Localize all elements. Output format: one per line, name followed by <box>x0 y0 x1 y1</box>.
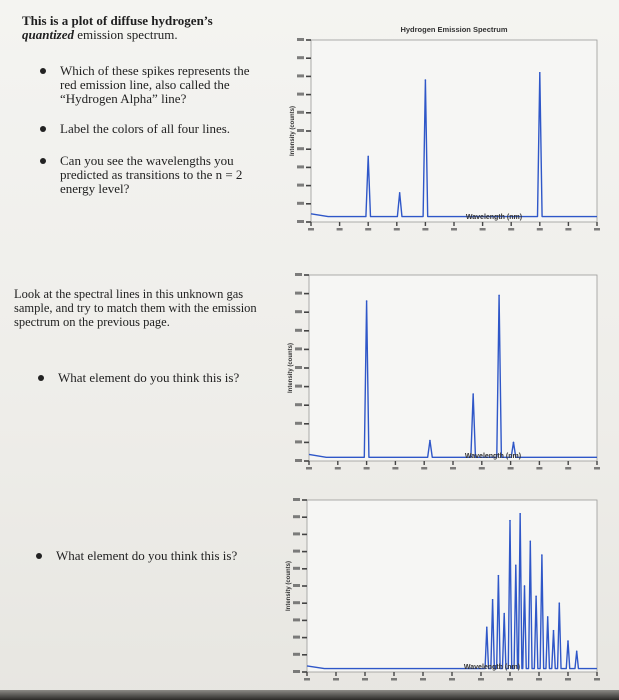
y-tick-label <box>297 93 304 96</box>
x-tick-label <box>480 228 486 231</box>
y-tick-label <box>293 550 300 553</box>
y-axis-label: Intensity (counts) <box>290 105 296 157</box>
x-tick-label <box>565 467 571 470</box>
spectrum-peak <box>535 596 537 598</box>
y-tick-label <box>295 385 302 388</box>
x-tick-label <box>536 467 542 470</box>
spectrum-peak <box>576 651 578 653</box>
y-tick-label <box>295 310 302 313</box>
y-tick-label <box>297 74 304 77</box>
spectrum-peak <box>509 520 511 522</box>
x-tick-label <box>536 678 542 681</box>
y-tick-label <box>297 111 304 114</box>
spectrum-peak <box>399 192 401 194</box>
x-tick-label <box>364 467 370 470</box>
x-tick-label <box>391 678 397 681</box>
spectrum-peak <box>530 540 532 542</box>
section3-question <box>28 549 288 577</box>
chart-title: Hydrogen Emission Spectrum <box>400 25 508 34</box>
x-axis-label: Wavelength (nm) <box>465 214 523 221</box>
y-tick-label <box>293 618 300 621</box>
x-tick-label <box>392 467 398 470</box>
x-tick-label <box>479 467 485 470</box>
x-axis-label: Wavelength (nm) <box>463 664 521 671</box>
spectrum-peak <box>519 513 521 515</box>
plot-area <box>307 500 597 672</box>
y-tick-label <box>295 459 302 462</box>
intro-line-2 <box>22 28 262 42</box>
x-axis-label: Wavelength (nm) <box>464 453 522 460</box>
y-tick-label <box>293 498 300 501</box>
intro-line-1: This is a plot of diffuse hydrogen’s <box>22 13 213 28</box>
x-tick-label <box>507 678 513 681</box>
intro-line-2-rest: emission spectrum. <box>74 27 178 42</box>
hydrogen-spectrum-chart <box>289 18 607 248</box>
plot-area <box>309 275 597 461</box>
x-tick-label <box>333 678 339 681</box>
x-tick-label <box>308 228 314 231</box>
y-tick-label <box>293 636 300 639</box>
unknown-element-spectrum-chart <box>285 490 607 690</box>
spectrum-peak <box>367 156 369 158</box>
x-tick-label <box>362 678 368 681</box>
y-tick-label <box>297 129 304 132</box>
question-unknown-element-1: What element do you think this is? <box>30 371 290 385</box>
y-tick-label <box>297 184 304 187</box>
spectrum-peak <box>492 599 494 601</box>
y-tick-label <box>295 422 302 425</box>
section2-question <box>30 371 290 399</box>
intro-text <box>22 14 262 42</box>
spectrum-peak <box>524 585 526 587</box>
y-tick-label <box>297 38 304 41</box>
spectrum-peak <box>539 72 541 74</box>
spectrum-peak <box>513 442 515 444</box>
intro-emphasis: quantized <box>22 27 75 42</box>
y-tick-label <box>295 292 302 295</box>
x-tick-label <box>394 228 400 231</box>
x-tick-label <box>420 678 426 681</box>
spectrum-peak <box>486 626 488 628</box>
y-tick-label <box>293 532 300 535</box>
x-tick-label <box>422 228 428 231</box>
x-tick-label <box>537 228 543 231</box>
x-tick-label <box>594 467 600 470</box>
section1-questions <box>32 64 262 210</box>
x-tick-label <box>451 228 457 231</box>
y-tick-label <box>293 601 300 604</box>
y-tick-label <box>297 165 304 168</box>
x-tick-label <box>304 678 310 681</box>
x-tick-label <box>365 228 371 231</box>
spectrum-peak <box>498 575 500 577</box>
x-tick-label <box>508 228 514 231</box>
spectrum-peak <box>472 393 474 395</box>
y-tick-label <box>293 584 300 587</box>
photo-bottom-edge <box>0 690 619 700</box>
x-tick-label <box>335 467 341 470</box>
spectrum-peak <box>541 554 543 556</box>
plot-area <box>311 40 597 222</box>
y-tick-label <box>293 515 300 518</box>
x-tick-label <box>594 678 600 681</box>
y-axis-label: Intensity (counts) <box>286 560 292 612</box>
question-n2-transitions: Can you see the wavelengths you predicted as transitions to the n = 2 energy level? <box>32 154 262 196</box>
spectrum-peak <box>366 300 368 302</box>
spectrum-peak <box>429 440 431 442</box>
spectrum-peak <box>425 79 427 81</box>
x-tick-label <box>565 228 571 231</box>
y-tick-label <box>295 347 302 350</box>
y-tick-label <box>297 147 304 150</box>
spectrum-peak <box>567 640 569 642</box>
question-unknown-element-2: What element do you think this is? <box>28 549 288 563</box>
y-tick-label <box>293 567 300 570</box>
y-tick-label <box>293 653 300 656</box>
unknown-gas-spectrum-chart <box>287 265 607 483</box>
section2-paragraph: Look at the spectral lines in this unknown gas sample, and try to match them with the emission spectrum on the previous page. <box>14 287 257 329</box>
x-tick-label <box>449 678 455 681</box>
x-tick-label <box>421 467 427 470</box>
spectrum-peak <box>559 602 561 604</box>
y-tick-label <box>295 440 302 443</box>
y-axis-label: Intensity (counts) <box>288 342 294 394</box>
y-tick-label <box>295 329 302 332</box>
x-tick-label <box>337 228 343 231</box>
y-tick-label <box>297 202 304 205</box>
y-tick-label <box>297 56 304 59</box>
spectrum-peak <box>498 295 500 297</box>
question-label-colors: Label the colors of all four lines. <box>32 122 262 136</box>
y-tick-label <box>295 366 302 369</box>
y-tick-label <box>295 273 302 276</box>
x-tick-label <box>594 228 600 231</box>
spectrum-peak <box>553 630 555 632</box>
spectrum-peak <box>547 616 549 618</box>
y-tick-label <box>295 403 302 406</box>
x-tick-label <box>478 678 484 681</box>
question-hydrogen-alpha: Which of these spikes represents the red emission line, also called the “Hydrogen Alpha” line? <box>32 64 262 106</box>
x-tick-label <box>565 678 571 681</box>
x-tick-label <box>306 467 312 470</box>
spectrum-peak <box>503 613 505 615</box>
spectrum-peak <box>515 565 517 567</box>
x-tick-label <box>450 467 456 470</box>
x-tick-label <box>508 467 514 470</box>
y-tick-label <box>293 670 300 673</box>
y-tick-label <box>297 220 304 223</box>
